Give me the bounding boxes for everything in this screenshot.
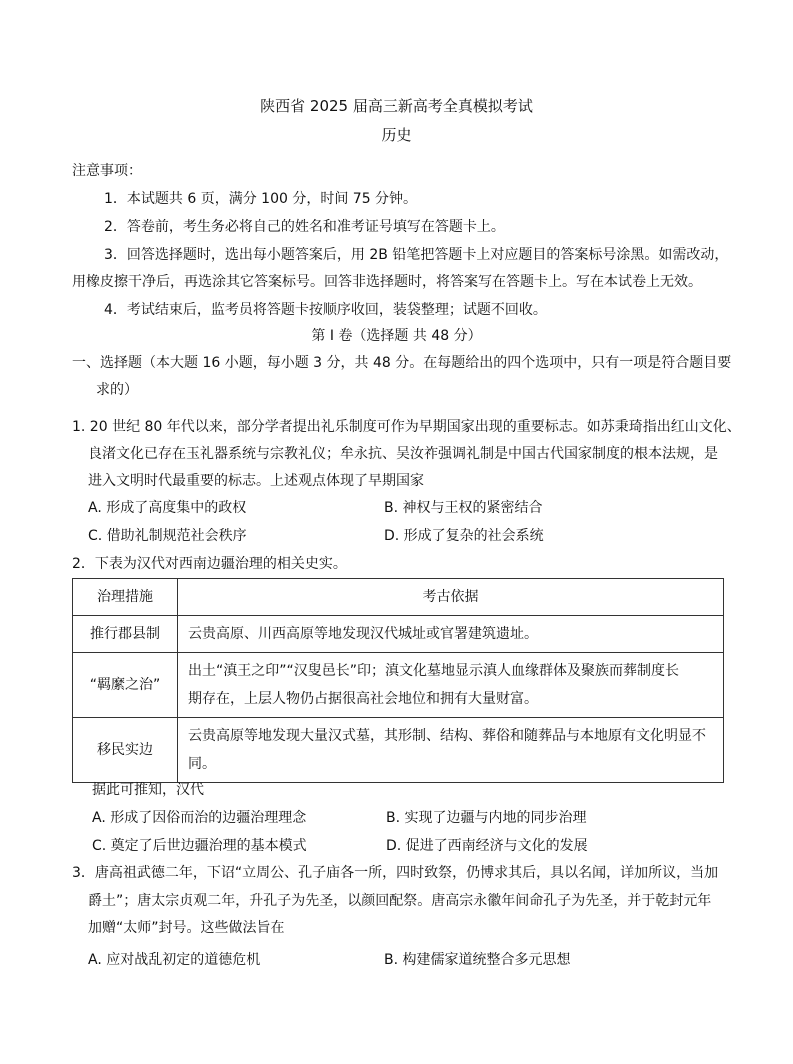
table-cell-measure: 推行郡县制 bbox=[73, 616, 178, 653]
notice-item-continued: 用橡皮擦干净后，再选涂其它答案标号。回答非选择题时，将答案写在答题卡上。写在本试卷上无效。 bbox=[72, 274, 702, 290]
table-cell-measure: 移民实边 bbox=[73, 718, 178, 783]
question-2-followup: 据此可推知，汉代 bbox=[92, 782, 204, 798]
question-3-stem: 爵土”；唐太宗贞观二年，升孔子为先圣，以颜回配祭。唐高宗永徽年间命孔子为先圣，并于乾封元年 bbox=[88, 893, 712, 909]
question-2-option-d[interactable]: D. 促进了西南经济与文化的发展 bbox=[386, 838, 588, 854]
question-3-option-a[interactable]: A. 应对战乱初定的道德危机 bbox=[88, 952, 261, 968]
question-1-option-a[interactable]: A. 形成了高度集中的政权 bbox=[88, 500, 247, 516]
notice-item: 3．回答选择题时，选出每小题答案后，用 2B 铅笔把答题卡上对应题目的答案标号涂黑。如需改动， bbox=[104, 247, 729, 263]
evidence-line: 云贵高原、川西高原等地发现汉代城址或官署建筑遗址。 bbox=[188, 626, 538, 642]
table-header-measure: 治理措施 bbox=[73, 579, 178, 616]
evidence-line: 出土“滇王之印”“汉叟邑长”印；滇文化墓地显示滇人血缘群体及聚族而葬制度长 bbox=[188, 663, 680, 679]
question-1-stem: 进入文明时代最重要的标志。上述观点体现了早期国家 bbox=[88, 473, 424, 489]
question-1-option-c[interactable]: C. 借助礼制规范社会秩序 bbox=[88, 528, 247, 544]
evidence-line: 期存在，上层人物仍占据很高社会地位和拥有大量财富。 bbox=[188, 691, 538, 707]
notice-heading: 注意事项： bbox=[72, 163, 142, 179]
question-2-option-c[interactable]: C. 奠定了后世边疆治理的基本模式 bbox=[92, 838, 307, 854]
section-instruction: 一、选择题（本大题 16 小题，每小题 3 分，共 48 分。在每题给出的四个选项中，只有一项是符合题目要 bbox=[72, 355, 732, 371]
question-2-stem: 2．下表为汉代对西南边疆治理的相关史实。 bbox=[72, 556, 347, 572]
table-header-evidence: 考古依据 bbox=[178, 579, 724, 616]
table-cell-evidence bbox=[178, 653, 724, 718]
evidence-line: 云贵高原等地发现大量汉式墓，其形制、结构、葬俗和随葬品与本地原有文化明显不 bbox=[188, 728, 706, 744]
notice-item: 4．考试结束后，监考员将答题卡按顺序收回，装袋整理；试题不回收。 bbox=[104, 302, 547, 318]
table-cell-evidence bbox=[178, 616, 724, 653]
exam-title: 陕西省 2025 届高三新高考全真模拟考试 bbox=[260, 97, 533, 115]
question-3-option-b[interactable]: B. 构建儒家道统整合多元思想 bbox=[384, 952, 571, 968]
exam-subject: 历史 bbox=[381, 126, 412, 144]
question-2-option-a[interactable]: A. 形成了因俗而治的边疆治理理念 bbox=[92, 810, 307, 826]
question-1-stem: 良渚文化已存在玉礼器系统与宗教礼仪；牟永抗、吴汝祚强调礼制是中国古代国家制度的根本法规，是 bbox=[88, 446, 718, 462]
section-title: 第 I 卷（选择题 共 48 分） bbox=[311, 328, 482, 344]
question-1-option-b[interactable]: B. 神权与王权的紧密结合 bbox=[384, 500, 543, 516]
question-1-stem: 1. 20 世纪 80 年代以来，部分学者提出礼乐制度可作为早期国家出现的重要标志。如苏秉琦指出红山文化、 bbox=[72, 419, 741, 435]
question-3-stem: 加赠“太师”封号。这些做法旨在 bbox=[88, 920, 285, 936]
evidence-line: 同。 bbox=[188, 756, 216, 772]
table-cell-evidence bbox=[178, 718, 724, 783]
table-header-row bbox=[73, 579, 724, 616]
table-row bbox=[73, 653, 724, 718]
question-2-option-b[interactable]: B. 实现了边疆与内地的同步治理 bbox=[386, 810, 587, 826]
history-table bbox=[72, 578, 724, 783]
table-row bbox=[73, 718, 724, 783]
question-3-stem: 3．唐高祖武德二年，下诏“立周公、孔子庙各一所，四时致祭，仍博求其后，具以名闻，详加所议，当加 bbox=[72, 865, 719, 881]
notice-item: 1．本试题共 6 页，满分 100 分，时间 75 分钟。 bbox=[104, 191, 418, 207]
table-row bbox=[73, 616, 724, 653]
section-instruction-continued: 求的） bbox=[96, 382, 138, 398]
notice-item: 2．答卷前，考生务必将自己的姓名和准考证号填写在答题卡上。 bbox=[104, 219, 505, 235]
table-cell-measure: “羁縻之治” bbox=[73, 653, 178, 718]
question-1-option-d[interactable]: D. 形成了复杂的社会系统 bbox=[384, 528, 544, 544]
